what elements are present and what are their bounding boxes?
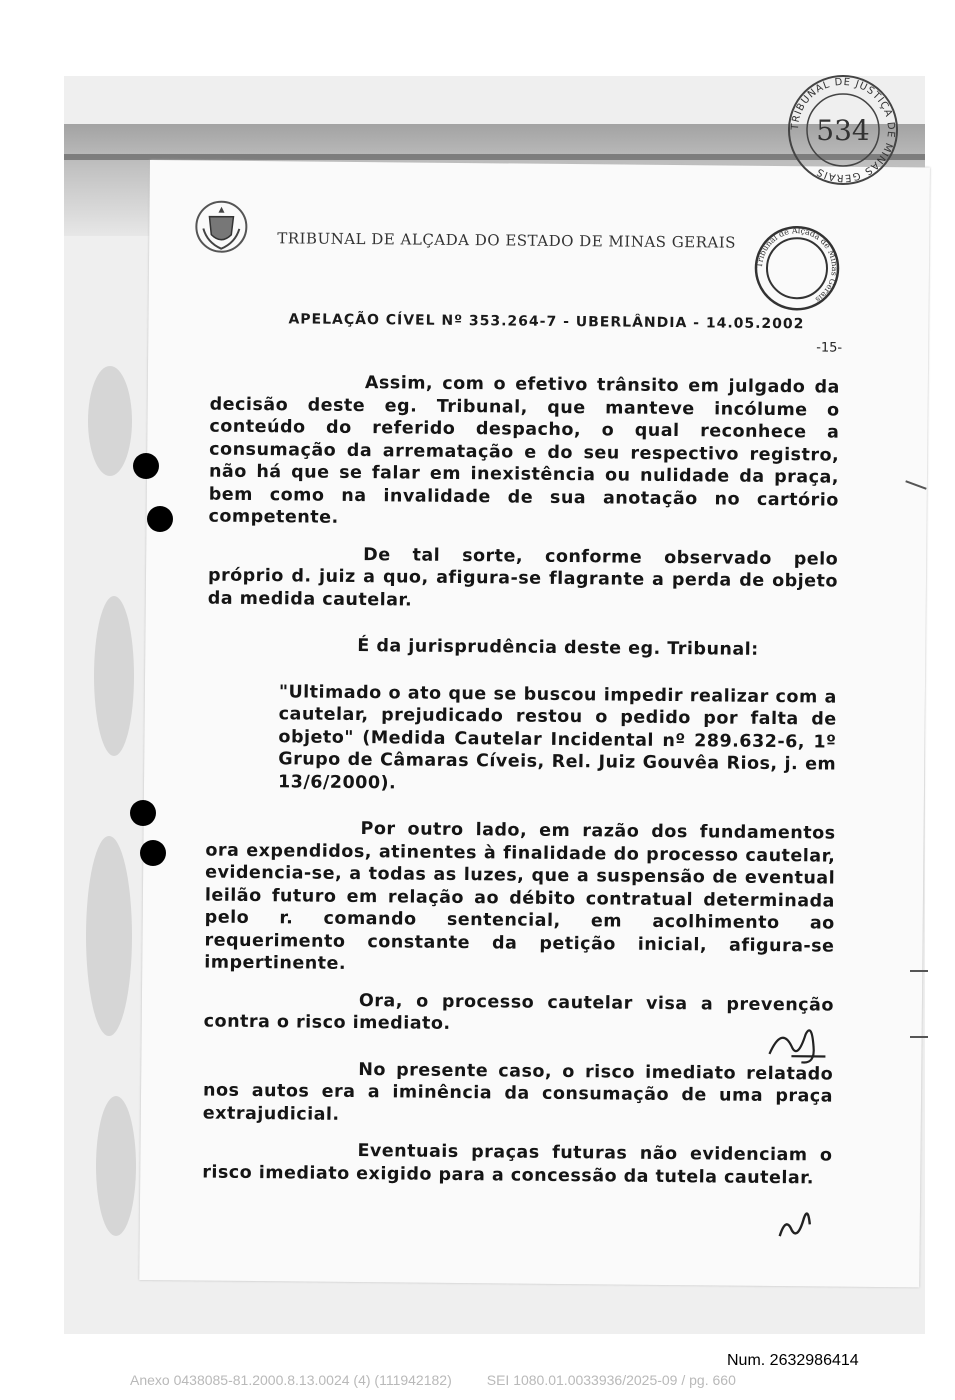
paragraph: No presente caso, o risco imediato relatado nos autos era a iminência da consumação de uma praça extrajudicial. [202,1059,834,1125]
scan-smudge [86,836,132,1036]
tribunal-seal-icon [753,224,842,313]
handwritten-signature [761,1016,832,1077]
sei-reference: Anexo 0438085-81.2000.8.13.0024 (4) (111942182) SEI 1080.01.0033936/2025-09 / pg. 660 [130,1372,736,1388]
binder-hole [140,840,166,866]
document-body [202,371,840,1190]
stamp-ring-text: TRIBUNAL DE JUSTIÇA DE MINAS GERAIS [789,76,897,184]
coat-of-arms-icon [193,198,250,255]
case-heading: APELAÇÃO CÍVEL Nº 353.264-7 - UBERLÂNDIA - 14.05.2002 [288,311,805,333]
scan-smudge [88,366,132,476]
document-page [139,160,930,1287]
binder-hole [130,800,156,826]
paragraph: Por outro lado, em razão dos fundamentos ora expendidos, atinentes à finalidade do processo cautelar, evidencia-se, a todas as luzes, que a suspensão de eventual leilão futuro em relação ao débito contratual determinada pelo r. comando sentencial, em acolhimento ao requerimento constante da petição inicial, afigura-se impertinente. [204,819,836,974]
document-number: Num. 2632986414 [727,1352,859,1369]
court-page-stamp [785,72,901,188]
stamp-page-number: 534 [816,114,870,147]
paragraph: Eventuais praças futuras não evidenciam o risco imediato exigido para a concessão da tutela cautelar. [202,1141,833,1188]
binder-hole [133,453,159,479]
jurisprudence-quote: "Ultimado o ato que se buscou impedir realizar com a cautelar, prejudicado restou o pedido por falta de objeto" (Medida Cautelar Incidental nº 289.632-6, 1º Grupo de Câmaras Cíveis, Rel. Juiz Gouvêa Rios, j. em 13/6/2000). [277,681,837,793]
scan-smudge [96,1096,136,1236]
scan-smudge [94,596,134,756]
binder-hole [147,506,173,532]
margin-mark [910,1036,928,1038]
paragraph: É da jurisprudência deste eg. Tribunal: [357,636,759,660]
paragraph: Ora, o processo cautelar visa a prevenção contra o risco imediato. [203,990,835,1034]
page-number: -15- [816,340,843,356]
margin-mark [910,970,928,972]
paragraph: De tal sorte, conforme observado pelo próprio d. juiz a quo, afigura-se flagrante a perda de objeto da medida cautelar. [207,544,839,611]
institution-header: TRIBUNAL DE ALÇADA DO ESTADO DE MINAS GERAIS [277,229,737,252]
initials-mark [770,1196,820,1246]
seal-ring-text: Tribunal de Alçada de Minas Gerais [754,226,840,305]
paragraph: Assim, com o efetivo trânsito em julgado da decisão deste eg. Tribunal, que manteve incólume o conteúdo do referido despacho, o qual reconhece a consumação da arrematação e do seu respectivo registro, não há que se falar em inexistência ou nulidade da praça, bem como na invalidade de sua anotação no cartório competente. [208,373,840,528]
